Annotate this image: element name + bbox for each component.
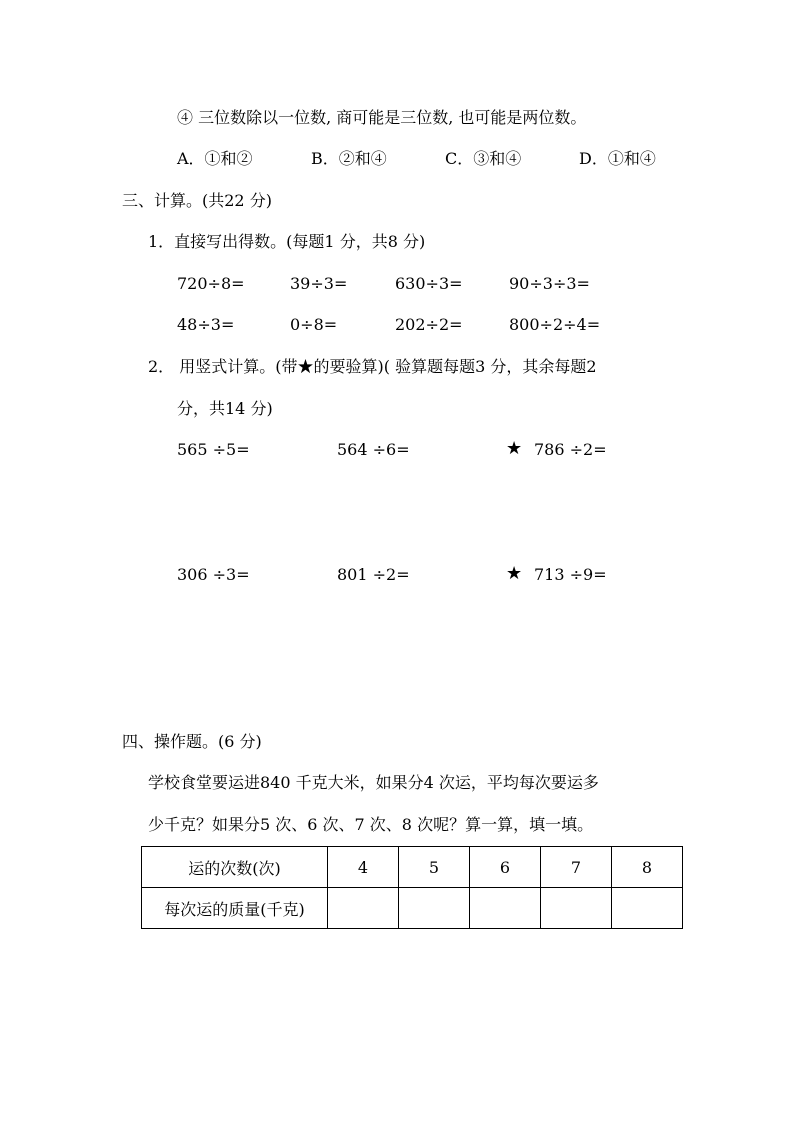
- star-icon: ★: [506, 563, 523, 584]
- vertical-calc-item: 564 ÷6=: [337, 440, 410, 459]
- calc-item: 800÷2÷4=: [509, 315, 601, 334]
- calc-item: 39÷3=: [290, 274, 348, 293]
- count-cell: 8: [612, 847, 683, 888]
- calc-item: 202÷2=: [395, 315, 463, 334]
- vertical-calc-item: 801 ÷2=: [337, 565, 410, 584]
- table-row: [142, 847, 683, 888]
- part1-title: 1．直接写出得数。(每题1 分，共8 分): [148, 232, 426, 251]
- option-a: A．①和②: [177, 149, 253, 168]
- table-row: [142, 888, 683, 929]
- count-cell: 5: [399, 847, 470, 888]
- count-cell: 6: [470, 847, 541, 888]
- count-cell: 7: [541, 847, 612, 888]
- vertical-calc-item: 565 ÷5=: [177, 440, 250, 459]
- answer-cell[interactable]: [470, 888, 541, 929]
- part2-title-line2: 分，共14 分): [177, 399, 273, 418]
- calc-item: 90÷3÷3=: [509, 274, 590, 293]
- calc-item: 720÷8=: [177, 274, 245, 293]
- vertical-calc-item: 786 ÷2=: [534, 440, 607, 459]
- option-d: D．①和④: [579, 149, 656, 168]
- section4-heading: 四、操作题。(6 分): [122, 732, 262, 751]
- transport-table: [141, 846, 683, 929]
- part2-title-line1: 2． 用竖式计算。(带★的要验算)( 验算题每题3 分，其余每题2: [148, 357, 597, 376]
- answer-cell[interactable]: [328, 888, 399, 929]
- section3-heading: 三、计算。(共22 分): [122, 191, 272, 210]
- calc-item: 630÷3=: [395, 274, 463, 293]
- section4-text-line2: 少千克？如果分5 次、6 次、7 次、8 次呢？算一算，填一填。: [148, 815, 594, 834]
- answer-cell[interactable]: [399, 888, 470, 929]
- row-label-mass: 每次运的质量(千克): [142, 888, 328, 929]
- vertical-calc-item: 713 ÷9=: [534, 565, 607, 584]
- option-c: C．③和④: [445, 149, 522, 168]
- answer-cell[interactable]: [541, 888, 612, 929]
- count-cell: 4: [328, 847, 399, 888]
- vertical-calc-item: 306 ÷3=: [177, 565, 250, 584]
- option-b: B．②和④: [311, 149, 387, 168]
- star-icon: ★: [506, 438, 523, 459]
- calc-item: 48÷3=: [177, 315, 235, 334]
- answer-cell[interactable]: [612, 888, 683, 929]
- calc-item: 0÷8=: [290, 315, 338, 334]
- section4-text-line1: 学校食堂要运进840 千克大米，如果分4 次运，平均每次要运多: [148, 773, 599, 792]
- q4-statement: ④ 三位数除以一位数, 商可能是三位数, 也可能是两位数。: [177, 108, 587, 127]
- row-label-count: 运的次数(次): [142, 847, 328, 888]
